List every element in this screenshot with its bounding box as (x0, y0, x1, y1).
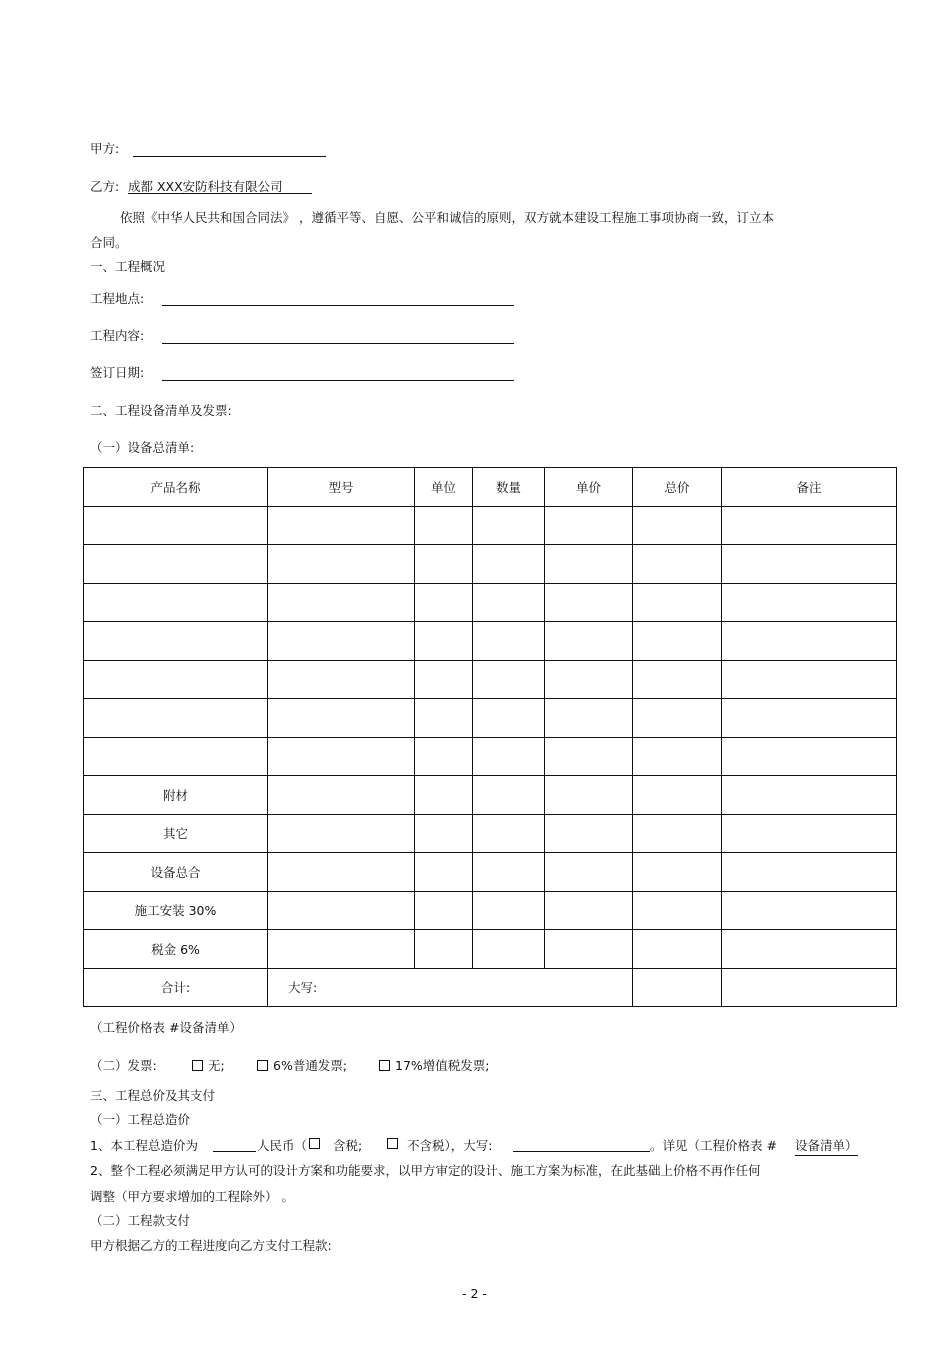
table-note: （工程价格表 #设备清单） (90, 1020, 242, 1035)
table-row (84, 660, 897, 699)
project-location-label: 工程地点: (90, 291, 145, 306)
table-cell[interactable] (268, 853, 415, 892)
checkbox-icon[interactable] (257, 1060, 268, 1071)
table-cell[interactable] (268, 737, 415, 776)
table-cell[interactable] (633, 930, 722, 969)
table-cell[interactable] (545, 699, 633, 738)
sign-date-label: 签订日期: (90, 365, 145, 380)
table-cell[interactable] (473, 814, 545, 853)
table-cell[interactable] (722, 776, 897, 815)
table-cell[interactable] (268, 891, 415, 930)
table-cell[interactable] (415, 699, 473, 738)
checkbox-icon[interactable] (309, 1138, 320, 1149)
table-cell[interactable] (415, 583, 473, 622)
party-a-label: 甲方: (90, 141, 120, 156)
table-cell[interactable] (415, 545, 473, 584)
row-label (84, 506, 268, 545)
table-row-grand-total (84, 968, 897, 1007)
table-cell[interactable] (633, 545, 722, 584)
table-cell[interactable] (545, 853, 633, 892)
party-a-field[interactable] (133, 156, 326, 157)
table-cell[interactable] (633, 660, 722, 699)
row-label: 附材 (84, 776, 268, 815)
table-cell[interactable] (722, 660, 897, 699)
header-product-name: 产品名称 (84, 468, 268, 507)
table-cell[interactable] (268, 660, 415, 699)
table-cell[interactable] (633, 583, 722, 622)
table-cell[interactable] (633, 622, 722, 661)
checkbox-icon[interactable] (387, 1138, 398, 1149)
invoice-label: （二）发票: (90, 1058, 157, 1073)
table-cell[interactable] (722, 968, 897, 1007)
table-cell[interactable] (722, 930, 897, 969)
project-content-field[interactable] (162, 343, 514, 344)
party-b-underline (128, 193, 312, 194)
section2-title: 二、工程设备清单及发票: (90, 403, 232, 418)
table-row (84, 699, 897, 738)
table-cell[interactable] (633, 506, 722, 545)
table-cell[interactable] (473, 660, 545, 699)
header-unit-price: 单价 (545, 468, 633, 507)
table-cell[interactable] (415, 660, 473, 699)
table-cell[interactable] (473, 583, 545, 622)
intro-paragraph-line2: 合同。 (90, 235, 128, 250)
table-cell[interactable] (545, 583, 633, 622)
table-cell[interactable] (473, 699, 545, 738)
table-row (84, 506, 897, 545)
party-b-value: 成都 XXX安防科技有限公司 (128, 179, 283, 194)
table-cell[interactable] (473, 506, 545, 545)
capital-amount-field[interactable] (513, 1151, 650, 1152)
table-cell[interactable] (722, 583, 897, 622)
table-cell[interactable] (722, 737, 897, 776)
page-number: - 2 - (462, 1286, 487, 1301)
table-row-other (84, 814, 897, 853)
party-b-label: 乙方: (90, 179, 120, 194)
table-cell[interactable] (633, 891, 722, 930)
item1-tax-excluded: 不含税），大写: (407, 1138, 493, 1153)
item1-currency: 人民币（ (257, 1138, 308, 1153)
project-content-label: 工程内容: (90, 328, 145, 343)
table-cell[interactable] (633, 853, 722, 892)
payment-text: 甲方根据乙方的工程进度向乙方支付工程款: (90, 1238, 332, 1253)
total-price-field[interactable] (213, 1151, 256, 1152)
invoice-option-normal[interactable] (255, 1056, 347, 1074)
table-cell[interactable] (473, 545, 545, 584)
row-label (84, 583, 268, 622)
item1-tax-included: 含税; (333, 1138, 363, 1153)
table-cell[interactable] (268, 930, 415, 969)
table-cell[interactable] (268, 699, 415, 738)
equipment-list-subtitle: （一）设备总清单: (90, 440, 195, 455)
row-label (84, 622, 268, 661)
table-cell[interactable] (545, 660, 633, 699)
table-cell[interactable] (415, 506, 473, 545)
capital-amount-cell[interactable] (268, 968, 633, 1007)
table-cell[interactable] (633, 968, 722, 1007)
row-label (84, 545, 268, 584)
table-cell[interactable] (722, 814, 897, 853)
table-cell[interactable] (415, 737, 473, 776)
table-cell[interactable] (473, 737, 545, 776)
row-label: 税金 6% (84, 930, 268, 969)
table-cell[interactable] (268, 506, 415, 545)
table-row (84, 545, 897, 584)
row-label: 设备总合 (84, 853, 268, 892)
table-row-tax (84, 930, 897, 969)
item1-see-detail: 。详见（工程价格表 # (650, 1138, 777, 1153)
table-cell[interactable] (473, 930, 545, 969)
table-row-installation (84, 891, 897, 930)
header-unit: 单位 (415, 468, 473, 507)
item1-prefix: 1、本工程总造价为 (90, 1138, 198, 1153)
table-cell[interactable] (415, 622, 473, 661)
table-cell[interactable] (633, 699, 722, 738)
table-cell[interactable] (415, 776, 473, 815)
table-cell[interactable] (545, 930, 633, 969)
row-label (84, 737, 268, 776)
table-cell[interactable] (545, 814, 633, 853)
header-model: 型号 (268, 468, 415, 507)
table-cell[interactable] (545, 891, 633, 930)
table-row-accessories (84, 776, 897, 815)
table-cell[interactable] (722, 545, 897, 584)
table-cell[interactable] (415, 853, 473, 892)
table-cell[interactable] (473, 853, 545, 892)
table-cell[interactable] (722, 699, 897, 738)
header-remarks: 备注 (722, 468, 897, 507)
invoice-option-normal-label: 6%普通发票; (273, 1058, 348, 1073)
item2-line2: 调整（甲方要求增加的工程除外） 。 (90, 1189, 294, 1204)
item2-line1: 2、整个工程必须满足甲方认可的设计方案和功能要求，以甲方审定的设计、施工方案为标准，在此基础上价格不再作任何 (90, 1163, 761, 1178)
table-cell[interactable] (633, 814, 722, 853)
section1-title: 一、工程概况 (90, 259, 166, 274)
table-header-row (84, 468, 897, 507)
table-cell[interactable] (722, 891, 897, 930)
capital-amount-label: 大写: (288, 980, 318, 996)
payment-subtitle: （二）工程款支付 (90, 1213, 191, 1228)
table-cell[interactable] (268, 814, 415, 853)
table-cell[interactable] (473, 776, 545, 815)
table-cell[interactable] (415, 814, 473, 853)
table-cell[interactable] (545, 776, 633, 815)
invoice-option-vat-label: 17%增值税发票; (395, 1058, 490, 1073)
table-cell[interactable] (633, 737, 722, 776)
invoice-option-vat[interactable] (377, 1056, 490, 1074)
table-cell[interactable] (722, 622, 897, 661)
table-row (84, 622, 897, 661)
checkbox-icon[interactable] (192, 1060, 203, 1071)
table-row (84, 583, 897, 622)
table-cell[interactable] (722, 506, 897, 545)
invoice-option-none-label: 无; (208, 1058, 225, 1073)
project-location-field[interactable] (162, 305, 514, 306)
table-cell[interactable] (268, 776, 415, 815)
row-label (84, 699, 268, 738)
table-row-equipment-total (84, 853, 897, 892)
table-cell[interactable] (473, 891, 545, 930)
invoice-option-none[interactable] (190, 1056, 225, 1074)
table-cell[interactable] (473, 622, 545, 661)
table-cell[interactable] (415, 891, 473, 930)
checkbox-icon[interactable] (379, 1060, 390, 1071)
total-cost-subtitle: （一）工程总造价 (90, 1112, 191, 1127)
table-cell[interactable] (545, 622, 633, 661)
intro-paragraph-line1: 依照《中华人民共和国合同法》 ，遵循平等、自愿、公平和诚信的原则，双方就本建设工程施工事项协商一致，订立本 (120, 210, 774, 225)
table-row (84, 737, 897, 776)
item1-equipment-list-ref: 设备清单） (795, 1136, 858, 1156)
table-cell[interactable] (268, 622, 415, 661)
table-cell[interactable] (545, 506, 633, 545)
header-total-price: 总价 (633, 468, 722, 507)
table-cell[interactable] (633, 776, 722, 815)
equipment-table (83, 467, 897, 1007)
table-cell[interactable] (415, 930, 473, 969)
row-label: 其它 (84, 814, 268, 853)
table-cell[interactable] (722, 853, 897, 892)
row-label: 施工安装 30% (84, 891, 268, 930)
table-cell[interactable] (268, 583, 415, 622)
section3-title: 三、工程总价及其支付 (90, 1088, 216, 1103)
grand-total-label: 合计: (84, 968, 268, 1007)
table-cell[interactable] (545, 737, 633, 776)
header-quantity: 数量 (473, 468, 545, 507)
row-label (84, 660, 268, 699)
table-cell[interactable] (268, 545, 415, 584)
sign-date-field[interactable] (162, 380, 514, 381)
table-cell[interactable] (545, 545, 633, 584)
